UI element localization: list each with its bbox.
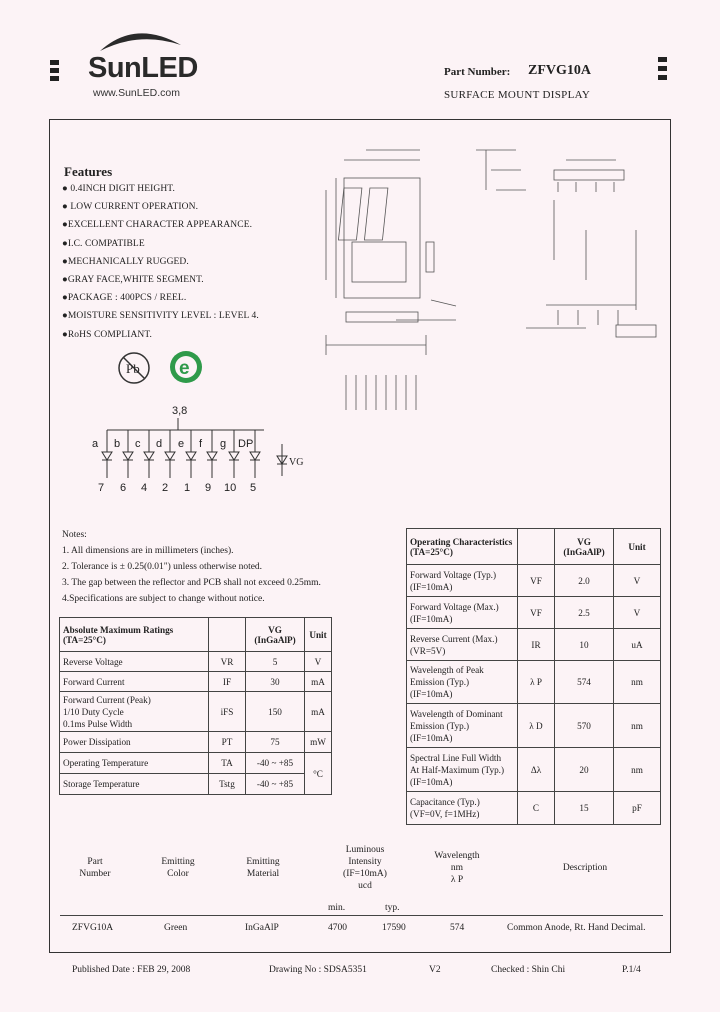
row-wavelength: 574 — [450, 923, 465, 933]
table-row: Power Dissipation PT 75 mW — [60, 732, 332, 753]
selection-divider — [60, 915, 663, 916]
col-header-intensity: Luminous Intensity (IF=10mA) ucd — [343, 845, 387, 891]
features-list — [62, 180, 302, 344]
corner-mark — [50, 76, 59, 81]
svg-text:Pb: Pb — [126, 361, 140, 376]
row-min: 4700 — [328, 923, 347, 933]
common-pin-label: 3,8 — [172, 405, 188, 417]
checked-by: Checked : Shin Chi — [491, 965, 566, 975]
feature-item: ●EXCELLENT CHARACTER APPEARANCE. — [62, 220, 253, 231]
table-header: Absolute Maximum Ratings (TA=25°C) — [60, 618, 209, 652]
part-number: ZFVG10A — [528, 63, 591, 78]
drawing-number: Drawing No : SDSA5351 — [269, 965, 367, 975]
note-item: 4.Specifications are subject to change without notice. — [62, 594, 265, 604]
row-description: Common Anode, Rt. Hand Decimal. — [507, 923, 646, 933]
row-color: Green — [164, 923, 188, 933]
feature-item: ● 0.4INCH DIGIT HEIGHT. — [62, 184, 175, 194]
dimension-drawing — [296, 130, 671, 415]
table-row: Reverse Voltage VR 5 V — [60, 652, 332, 672]
col-header-description: Description — [562, 863, 608, 873]
feature-item: ●I.C. COMPATIBLE — [62, 238, 145, 249]
segment-label: c — [135, 438, 141, 450]
pin-label: 9 — [205, 482, 212, 494]
segment-label: d — [156, 438, 163, 450]
feature-item: ●GRAY FACE,WHITE SEGMENT. — [62, 275, 204, 286]
col-header-color: Emitting Color — [161, 857, 195, 879]
table-header: Operating Characteristics (TA=25°C) — [407, 529, 518, 565]
table-row: Wavelength of Peak Emission (Typ.) (IF=10mA) λ P 574 nm — [407, 661, 661, 704]
col-header-typ: typ. — [385, 903, 400, 913]
svg-text:e: e — [179, 358, 190, 379]
row-typ: 17590 — [382, 923, 406, 933]
corner-mark — [658, 57, 667, 62]
corner-mark — [658, 66, 667, 71]
row-part: ZFVG10A — [72, 923, 114, 933]
feature-item: ●MECHANICALLY RUGGED. — [62, 256, 189, 267]
logo-text: SunLED — [88, 52, 198, 84]
table-row: Forward Voltage (Max.) (IF=10mA) VF 2.5 V — [407, 597, 661, 629]
notes — [62, 527, 402, 607]
feature-item: ●RoHS COMPLIANT. — [62, 329, 153, 340]
segment-label: a — [92, 438, 99, 450]
note-item: 3. The gap between the reflector and PCB shall not exceed 0.25mm. — [62, 578, 321, 588]
corner-mark — [658, 75, 667, 80]
row-material: InGaAlP — [245, 923, 279, 933]
logo-url: www.SunLED.com — [93, 87, 180, 99]
absolute-max-table — [59, 617, 332, 795]
table-row: Spectral Line Full Width At Half-Maximum (Typ.) (IF=10mA) Δλ 20 nm — [407, 748, 661, 792]
pin-label: 5 — [250, 482, 257, 494]
feature-item: ●MOISTURE SENSITIVITY LEVEL : LEVEL 4. — [62, 311, 259, 322]
pin-label: 10 — [224, 482, 237, 494]
pin-label: 2 — [162, 482, 169, 494]
feature-item: ● LOW CURRENT OPERATION. — [62, 202, 199, 213]
segment-label: g — [220, 438, 227, 450]
table-header: Unit — [614, 529, 661, 565]
pin-label: 1 — [184, 482, 191, 494]
segment-label: e — [178, 438, 185, 450]
table-row: Storage Temperature Tstg -40 ~ +85 — [60, 774, 332, 795]
table-row: Operating Temperature TA -40 ~ +85 °C — [60, 753, 332, 774]
segment-label: f — [199, 438, 203, 450]
note-item: 1. All dimensions are in millimeters (inches). — [62, 546, 234, 556]
table-row: Wavelength of Dominant Emission (Typ.) (IF=10mA) λ D 570 nm — [407, 704, 661, 748]
table-header: Unit — [305, 618, 332, 652]
segment-label: b — [114, 438, 121, 450]
notes-title: Notes: — [62, 530, 87, 540]
pin-label: 4 — [141, 482, 148, 494]
pin-label: 6 — [120, 482, 127, 494]
page-number: P.1/4 — [622, 965, 641, 975]
corner-mark — [50, 60, 59, 65]
segment-label: DP — [238, 438, 254, 450]
table-row: Capacitance (Typ.) (VF=0V, f=1MHz) C 15 pF — [407, 792, 661, 825]
table-row: Reverse Current (Max.) (VR=5V) IR 10 uA — [407, 629, 661, 661]
version: V2 — [429, 965, 441, 975]
subtitle: SURFACE MOUNT DISPLAY — [444, 89, 591, 101]
operating-characteristics-table — [406, 528, 661, 825]
col-header-min: min. — [328, 903, 346, 913]
table-row: Forward Current (Peak) 1/10 Duty Cycle 0.1ms Pulse Width iFS 150 mA — [60, 692, 332, 732]
diode-symbol-label: VG — [289, 457, 304, 468]
feature-item: ●PACKAGE : 400PCS / REEL. — [62, 293, 187, 304]
pin-label: 7 — [98, 482, 105, 494]
note-item: 2. Tolerance is ± 0.25(0.01") unless otherwise noted. — [62, 562, 263, 572]
features-title: Features — [64, 164, 113, 179]
part-number-label: Part Number: — [444, 66, 511, 78]
col-header-part: Part Number — [79, 857, 111, 879]
col-header-wavelength: Wavelength nm λ P — [434, 851, 480, 885]
rohs-green-icon — [167, 348, 205, 386]
sunled-logo-arc — [95, 25, 185, 55]
published-date: Published Date : FEB 29, 2008 — [72, 965, 191, 975]
corner-mark — [50, 68, 59, 73]
table-row: Forward Current IF 30 mA — [60, 672, 332, 692]
table-row: Forward Voltage (Typ.) (IF=10mA) VF 2.0 V — [407, 565, 661, 597]
table-header: VG (InGaAlP) — [555, 529, 614, 565]
table-header: VG (InGaAlP) — [246, 618, 305, 652]
col-header-material: Emitting Material — [246, 857, 280, 879]
pb-free-icon — [116, 350, 152, 386]
